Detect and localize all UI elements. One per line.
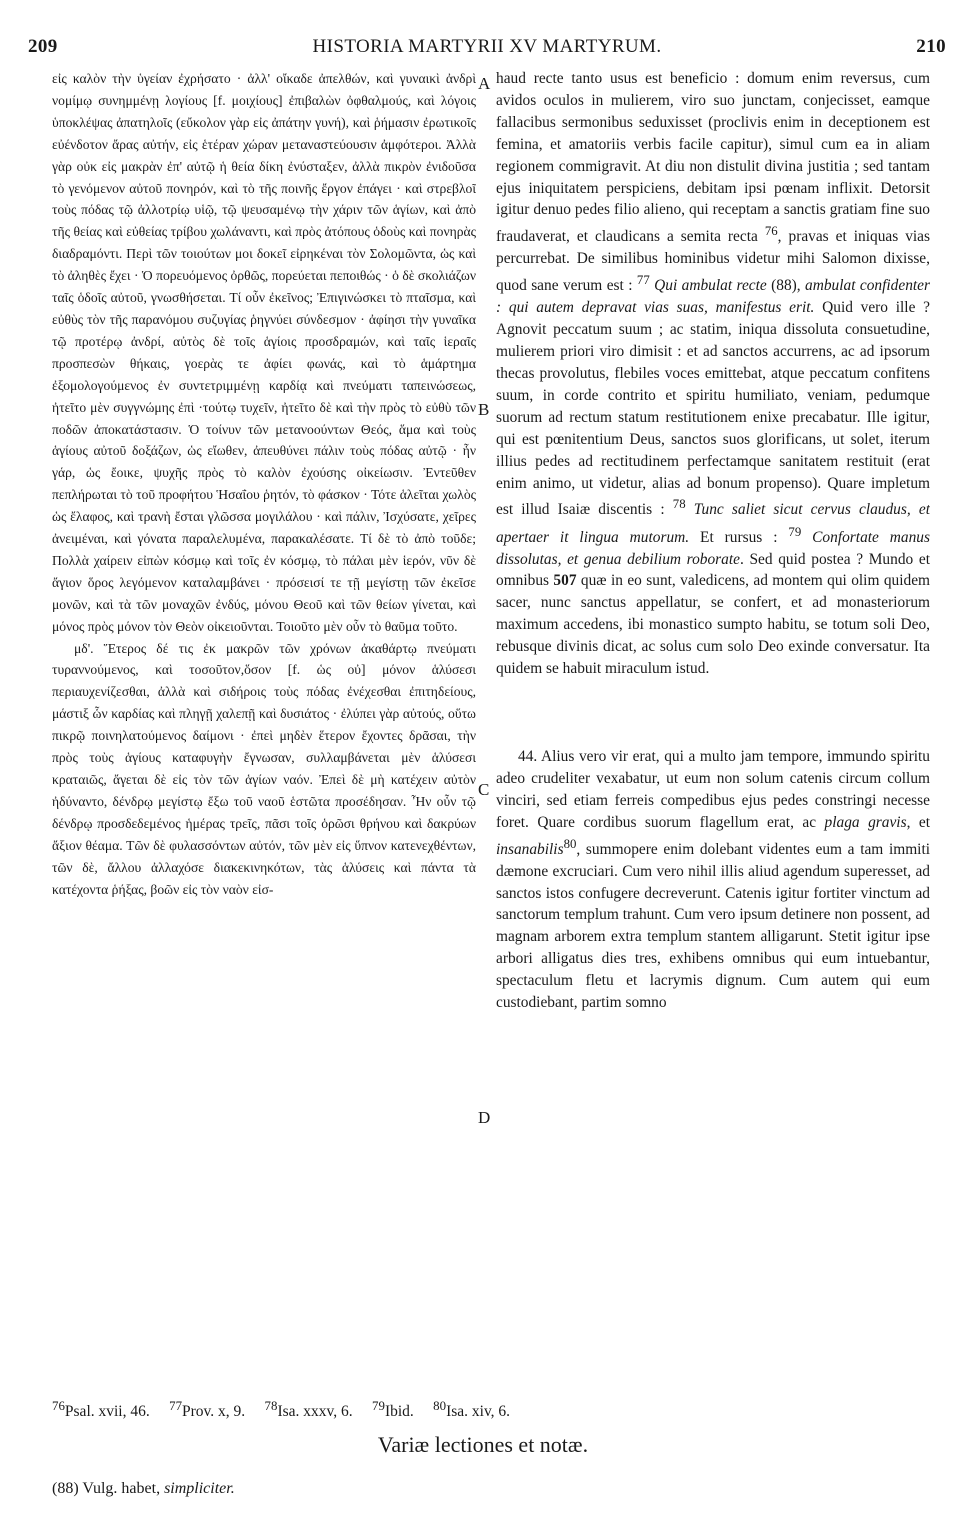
variae-heading: Variæ lectiones et notæ.: [377, 1432, 589, 1457]
footnote-number: 77: [169, 1398, 183, 1413]
footnote-ref-77: 77: [636, 273, 650, 288]
paragraph-gap: [496, 680, 930, 746]
running-header: [28, 36, 946, 60]
latin-paragraph-1: [496, 68, 930, 680]
page-number-left: 209: [28, 36, 58, 57]
greek-paragraph-1: εἰς καλὸν τὴν ὑγείαν ἐχρήσατο · ἀλλ' οἴκαδε ἀπελθών, καὶ γυναικὶ ἀνδρὶ νομίμῳ συνημμένῃ λογίους [f. μοιχίους] ἐπιβαλὼν ὀφθαλμούς, καὶ λόγοις ὑποκλέψας ἀπατηλοῖς (εὔκολον γὰρ εἰς ἀπάτην γυνή), καὶ ῥήμασιν ἐρωτικοῖς εὐένδοτον ἄρας αὐτήν, εἰς ἑτέραν χώραν μεταναστεύουσιν ἀμφότεροι. Ἀλλὰ γὰρ οὐκ εἰς μακρὰν ἐπ' αὐτῷ ἡ θεία δίκη ἐνύσταξεν, ἀλλὰ πικρὸν ἐνιδοῦσα τὸ γενόμενον αὐτοῦ πονηρόν, καὶ τὸ τῆς ποινῆς ἔργον ἐπάγει · καὶ στρεβλοῖ τοὺς πόδας τῷ ἀλλοτρίῳ υἱῷ, τῷ ψευσαμένῳ τὴν χάριν τῶν ἁγίων, καὶ ἀπὸ τῆς θείας καὶ εὐθείας τρίβου χωλάναντι, καὶ πρὸς ἀτόπους ὁδοὺς καὶ πονηρὰς διαδραμόντι. Περὶ τῶν τοιούτων μοι δοκεῖ εἰρηκέναι τὸν Σολομῶντα, ὡς καὶ τὸ ἀληθὲς ἔχει · Ὁ πορευόμενος ὀρθῶς, πορεύεται πεποιθώς · ὁ δὲ σκολιάζων ταῖς ὁδοῖς αὐτοῦ, γνωσθήσεται. Τί οὖν ἐκεῖνος; Ἐπιγινώσκει τὸ πταῖσμα, καὶ εὐθὺς τὸν τῆς παρανόμου συζυγίας ῥηγνύει σύνδεσμον · ἀφίησι τὴν γυναῖκα τῷ προτέρῳ ἀνδρί, αὐτὸς δὲ τοῖς ἁγίοις προσδραμών, καὶ ταῖς ἱεραῖς προσπεσὼν θήκαις, γοερὰς τε ἀφίει φωνάς, καὶ τὸ ἁμάρτημα ἐξομολογούμενος ἐν συντετριμμένῃ καρδίᾳ καὶ πνεύματι ταπεινώσεως, ἠτεῖτο μὲν συγγνώμης ἐπὶ ·τούτῳ τυχεῖν, ἠτεῖτο δὲ καὶ τὴν πρὸς τὸ εὐθὺ τῶν ποδῶν ἀποκατάστασιν. Ὁ τοίνυν τῶν μετανοούντων Θεός, ἅμα καὶ τοὺς ἁγίους αὐτοῦ δοξάζων, ὡς εἴωθεν, ἀπευθύνει πάλιν τοὺς πόδας αὐτῷ · ἦν γάρ, ὡς ἔοικε, ψυχῆς πρὸς τὸ καλὸν ἐχούσης οἰκείωσιν. Ἐντεῦθεν πεπλήρωται τὸ τοῦ προφήτου Ἡσαΐου ῥητόν, τὸ φάσκον · Τότε ἁλεῖται χωλὸς ὡς ἔλαφος, καὶ τρανὴ ἔσται γλῶσσα μογιλάλου · καὶ πάλιν, Ἰσχύσατε, χεῖρες ἀνειμέναι, καὶ γόνατα παραλελυμένα, παρακαλέσατε. Τί δὲ τὸ ἀπὸ τοῦδε; Πολλὰ χαίρειν εἰπὼν κόσμῳ καὶ τοῖς ἐν κόσμῳ, τὸ πάλαι μὲν ἱερόν, νῦν δὲ ἄγιον ὅρος λεγόμενον καταλαμβάνει · πρόσεισί τε τῇ μεγίστῃ τῶν ἐκεῖσε μονῶν, καὶ τὰ τῶν μοναχῶν ἐνδύς, μόνου Θεοῦ καὶ τῶν θείων γίνεται, καὶ μόνος πρὸς μόνον τὸν Θεὸν οἰκειοῦνται. Τοιοῦτο μὲν οὖν τὸ θαῦμα τοῦτο.: [52, 71, 476, 634]
footnote-text: Isa. xxxv, 6.: [277, 1403, 353, 1421]
margin-marker-c: C: [478, 780, 490, 799]
footnote-number: 76: [52, 1398, 65, 1413]
footnote: [169, 1398, 246, 1421]
footnote-number: 78: [264, 1398, 278, 1413]
footnote-number: 80: [433, 1398, 447, 1413]
footnote-text: Ibid.: [384, 1403, 414, 1421]
footnote-ref-79: 79: [788, 524, 802, 539]
footnotes: [52, 1398, 930, 1421]
latin-text: haud recte tanto usus est beneficio : domum enim reversus, cum avidos oculos in mulierem, viro suo junctam, conjecisset, eamque fallacibus sermonibus seduxisset (proclivis enim in deceptionem est femina, et amatoriis verbis facile capitur), simul cum ea in aliam regionem commigravit. At diu non distulit divina justitia ; sed tantam ejus iniquitatem perspiciens, debitam ipsi pœnam inflixit. Detorsit igitur denuo pedes filio alieno, qui receptam a sanctis gratiam fine suo fraudaverat, et claudicans a semita recta: [496, 70, 930, 246]
page-number-right: 210: [916, 36, 946, 57]
latin-paragraph-2: [496, 746, 930, 1014]
footnote: [264, 1398, 353, 1421]
latin-text: . Sed quid postea ? Mundo et omnibus: [496, 550, 930, 590]
margin-marker-a: A: [478, 74, 491, 93]
column-number: 507: [553, 572, 577, 590]
footnote-text: Prov. x, 9.: [182, 1403, 246, 1421]
footnote: [372, 1398, 414, 1421]
scripture-quote: Confortate manus dissolutas, et genua debilium roborate: [496, 528, 930, 568]
scripture-quote: plaga gravis: [824, 813, 907, 831]
footnote-ref-80: 80: [563, 836, 577, 851]
variant-word: simpliciter.: [164, 1480, 235, 1497]
latin-text: , et: [906, 813, 930, 831]
variant-note: [52, 1480, 235, 1498]
latin-text: Quid vero ille ? Agnovit peccatum suum ; ac statim, iniqua dissoluta consuetudine, mulierem priori viro dimisit : et ad sanctos accurrens, ac ad ipsorum thecas provolutus, flebiles voces emittebat, atque peccatum confitens suum, in corde contrito et spiritu humiliato, veniam, pedumque suorum ad rectum statum restitutionem enixe precabatur. Ille igitur, qui est pœnitentium Deus, sanctos suos glorificans, ut solet, iterum illius pedes ad rectitudinem perfectamque sanitatem restituit (erat enim animo, ut videtur, alias ad bonum propenso). Quare impletum est illud Isaiæ discentis :: [496, 299, 930, 519]
footnote: [433, 1398, 511, 1421]
scripture-quote: Tunc saliet sicut cervus claudus, et apertaer it lingua mutorum.: [496, 501, 930, 546]
variant-text: Vulg. habet,: [82, 1480, 161, 1497]
latin-text: Et rursus :: [689, 528, 789, 546]
footnote-ref-78: 78: [672, 497, 686, 512]
footnote-ref-76: 76: [764, 224, 778, 239]
latin-text: , summopere enim dolebant videntes eum a tam immiti dæmone excruciari. Cum vero nihil illis aliud agendum superesset, ad sanctos istos confugere decreverunt. Catenis igitur fortiter vinctum ad sanctorum templum trahunt. Cum vero ipsum detinere non possent, ad magnam arborem extra templum stantem alligarunt. Stetit igitur ipse arbori alligatus dies tres, exhibens omnibus qui eum intuebantur, spectaculum fletu et lacrymis dignum. Cum autem qui eum custodiebant, partim somno: [496, 840, 930, 1012]
latin-column: [496, 68, 930, 1014]
scripture-quote: insanabilis: [496, 840, 564, 858]
footnote-text: Psal. xvii, 46.: [64, 1403, 150, 1421]
variant-number: (88): [52, 1480, 79, 1497]
greek-column: [52, 68, 476, 900]
scripture-quote: ambulat confidenter : qui autem depravat vias suas, manifestus erit.: [496, 277, 930, 317]
latin-text: , pravas et iniquas vias percurrebat. De similibus hominibus videtur mihi Salomon dixisse, quod sane verum est :: [496, 228, 930, 295]
greek-paragraph-2: μδ'. Ἕτερος δέ τις ἐκ μακρῶν τῶν χρόνων ἀκαθάρτῳ πνεύματι τυραννούμενος, καὶ τοσοῦτον,ὅσον [f. ὡς οὐ] μόνον ἁλύσεσι περιαυχενίζεσθαι, ἀλλὰ καὶ σιδήροις τοὺς πόδας ἐνέχεσθαι ἐπιτηδείους, μάστιξ ὧν καρδίας καὶ πληγῇ χαλεπῇ καὶ δυσιάτος · ἐλύπει γὰρ αὐτούς, οὕτω πικρῷ ποινηλατούμενος δαίμονι · ἐπεὶ μηδὲν ἕτερον ἔχοντες δρᾶσαι, τὴν πρὸς τοὺς ἁγίους καταφυγὴν ἔγνωσαν, συλλαμβάνεται μὲν ἁλύσεσι κραταιῶς, ἄγεται δὲ εἰς τὸν τῶν ἁγίων ναόν. Ἐπεὶ δὲ μὴ κατέχειν αὐτὸν ἠδύναντο, δένδρῳ μεγίστῳ ἔξω τοῦ ναοῦ ἑστῶτα προσέδησαν. Ἦν οὖν τῷ δένδρῳ προσδεδεμένος ἡμέρας τρεῖς, πᾶσι τοῖς ὁρῶσι θρήνου καὶ δακρύων ἄξιον θέαμα. Τῶν δὲ φυλασσόντων αὐτόν, τῶν μὲν εἰς ὕπνον κατενεχθέντων, τῶν δὲ, ἄλλου ἀλλαχόσε διακεκινηκότων, τὰς ἁλύσεις καὶ πάντα τὰ κατέχοντα ῥήξας, βοῶν εἰς τὸν ναὸν εἰσ-: [52, 640, 476, 897]
margin-marker-d: D: [478, 1108, 491, 1127]
scripture-quote: Qui ambulat recte: [654, 277, 767, 295]
running-title: HISTORIA MARTYRII XV MARTYRUM.: [312, 36, 662, 57]
footnote-number: 79: [372, 1398, 385, 1413]
variant-ref-88: (88),: [766, 277, 806, 295]
latin-text: 44. Alius vero vir erat, qui a multo jam tempore, immundo spiritu adeo crudeliter vexabatur, ut eum non solum catenis circum collum vinciri, sed etiam ferreis compedibus ejus pedes constringi necesse foret. Quare cordibus suorum flagellum erat, ac: [496, 747, 930, 831]
margin-marker-b: B: [478, 400, 490, 419]
latin-text: quæ in eo sunt, valedicens, ad montem qui olim quidem sacer, nunc sanctus appellatur, se confert, et ad monasteriorum maximum accedens, ibi monastico sumpto habitu, se totum soli Deo, rebusque divinis dicat, ac solus cum solo Deo exinde conversatur. Ita quidem se habuit miraculum istud.: [496, 572, 930, 678]
footnote: [52, 1398, 150, 1421]
footnote-text: Isa. xiv, 6.: [446, 1403, 511, 1421]
